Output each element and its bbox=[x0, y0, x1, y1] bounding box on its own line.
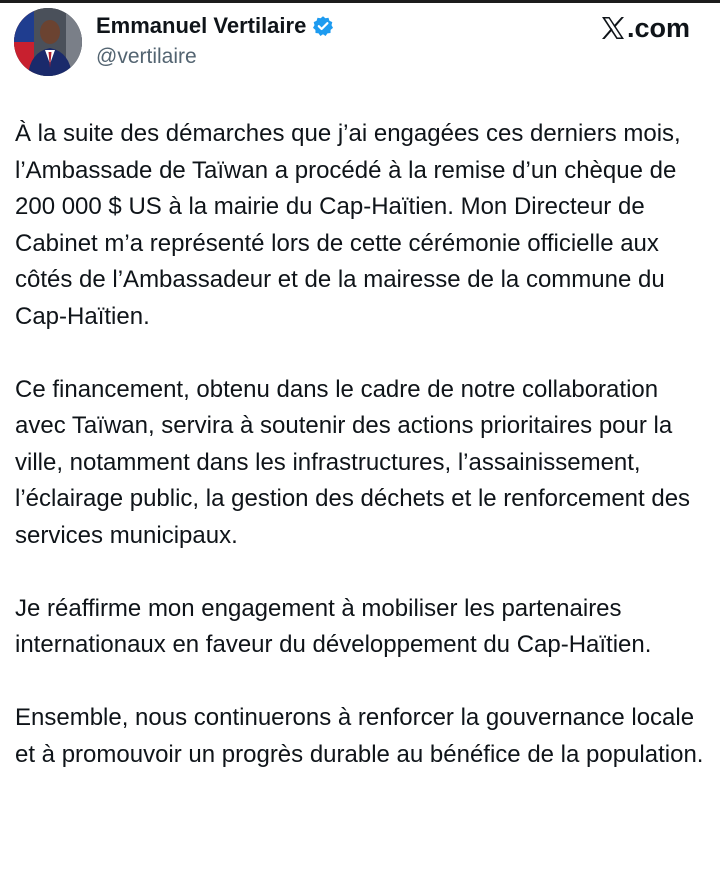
verified-badge-icon bbox=[312, 15, 334, 37]
user-handle[interactable]: @vertilaire bbox=[96, 45, 197, 68]
display-name[interactable]: Emmanuel Vertilaire bbox=[96, 13, 307, 38]
tweet-header bbox=[0, 0, 720, 90]
tweet-paragraph: Ce financement, obtenu dans le cadre de notre collaboration avec Taïwan, servira à soutenir des actions prioritaires pour la ville, notamment dans les infrastructures, l’assainissement, l’éclairage public, la gestion des déchets et le renforcement des services municipaux. bbox=[15, 375, 691, 549]
tweet-text bbox=[15, 116, 711, 773]
tweet-paragraph: À la suite des démarches que j’ai engagées ces derniers mois, l’Ambassade de Taïwan a procédé à la remise d’un chèque de 200 000 $ US à la mairie du Cap-Haïtien. Mon Directeur de Cabinet m’a représenté lors de cette cérémonie officielle aux côtés de l’Ambassadeur et de la mairesse de la commune du Cap-Haïtien. bbox=[15, 120, 681, 330]
tweet-paragraph: Ensemble, nous continuerons à renforcer la gouvernance locale et à promouvoir un progrès durable au bénéfice de la population. bbox=[15, 704, 704, 768]
brand-watermark bbox=[600, 12, 690, 44]
x-logo-icon bbox=[600, 15, 626, 41]
name-row bbox=[96, 12, 334, 40]
tweet-paragraph: Je réaffirme mon engagement à mobiliser les partenaires internationaux en faveur du développement du Cap-Haïtien. bbox=[15, 594, 652, 658]
brand-text: .com bbox=[626, 13, 690, 43]
avatar[interactable] bbox=[14, 8, 82, 76]
